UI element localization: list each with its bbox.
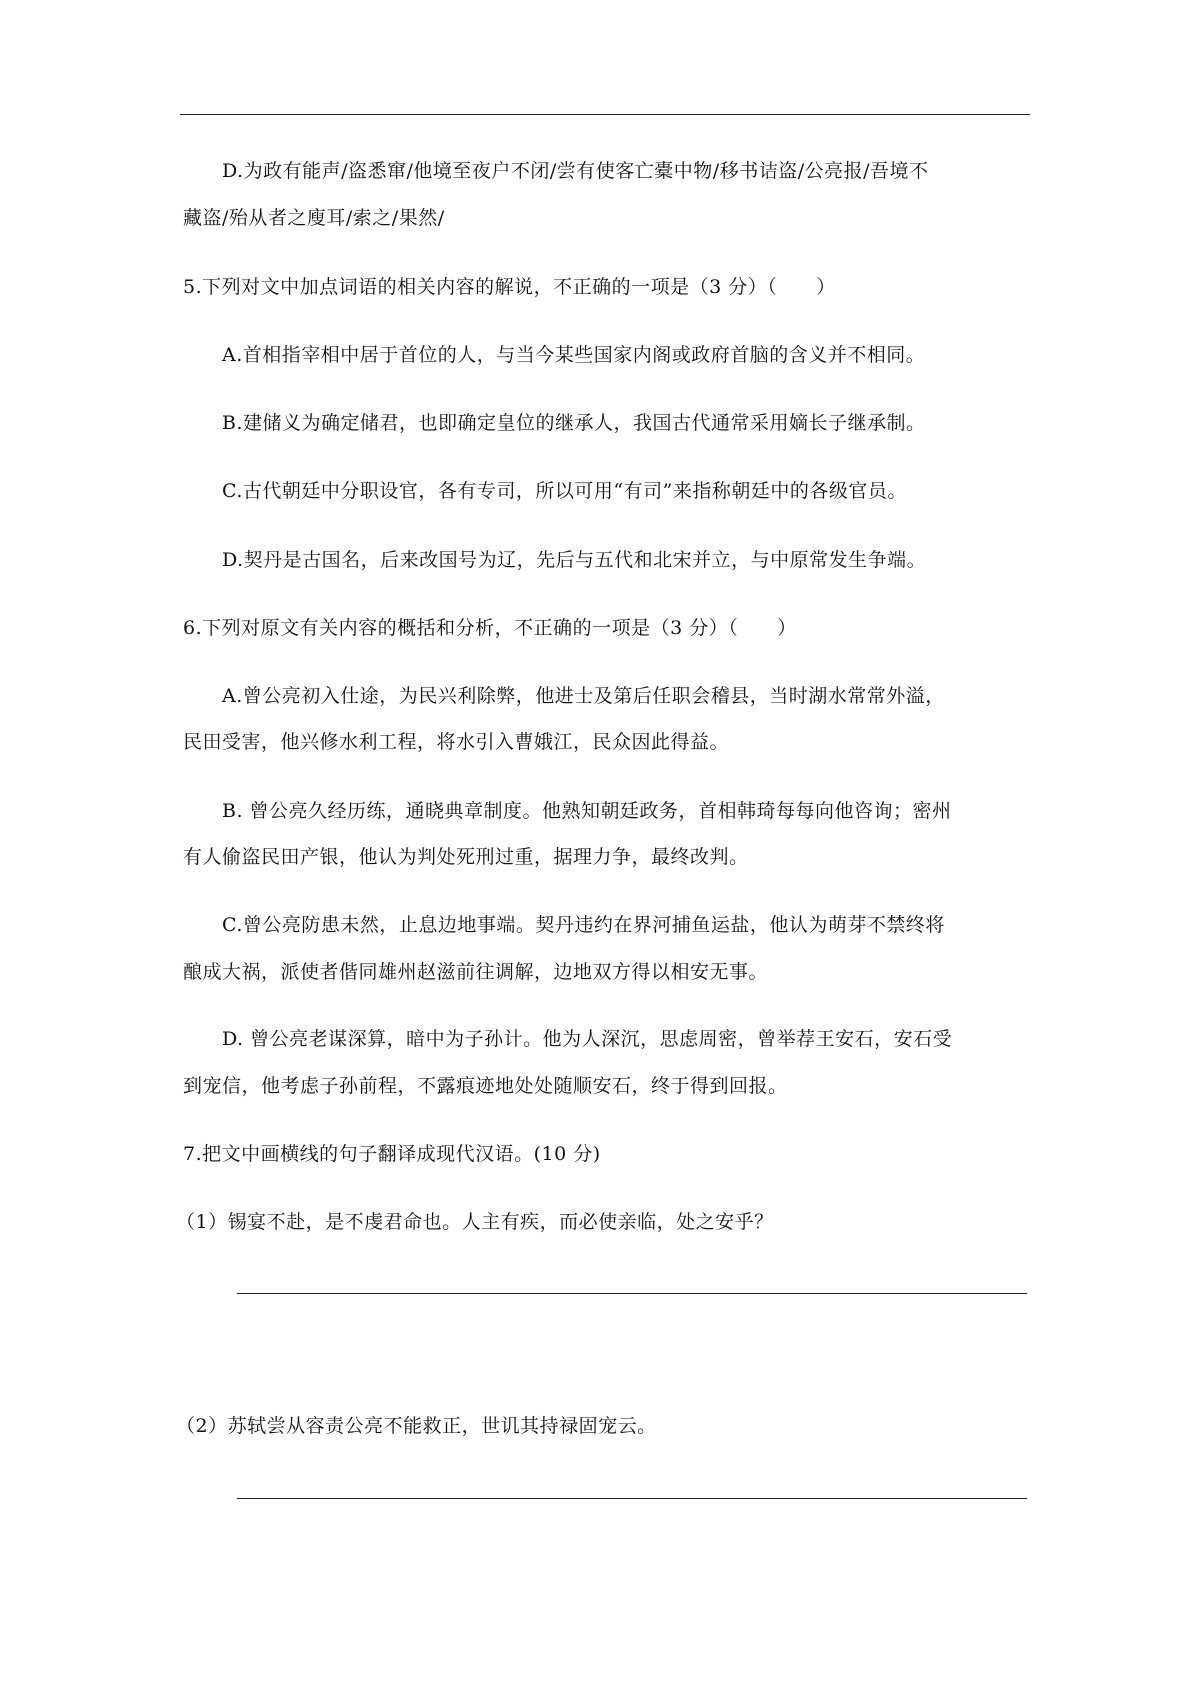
answer-line-1[interactable] bbox=[237, 1293, 1027, 1294]
question-6-option-c-line1: C.曾公亮防患未然，止息边地事端。契丹违约在界河捕鱼运盐，他认为萌芽不禁终将 bbox=[222, 914, 945, 936]
question-6-option-b-line2: 有人偷盗民田产银，他认为判处死刑过重，据理力争，最终改判。 bbox=[183, 846, 749, 868]
answer-line-2[interactable] bbox=[237, 1498, 1027, 1499]
question-6-option-a-line2: 民田受害，他兴修水利工程，将水引入曹娥江，民众因此得益。 bbox=[183, 731, 730, 753]
question-5-option-b: B.建储义为确定储君，也即确定皇位的继承人，我国古代通常采用嫡长子继承制。 bbox=[222, 412, 926, 434]
question-5-option-a: A.首相指宰相中居于首位的人，与当今某些国家内阁或政府首脑的含义并不相同。 bbox=[222, 344, 926, 366]
prev-option-d-line1: D.为政有能声/盗悉窜/他境至夜户不闭/尝有使客亡橐中物/移书诘盗/公亮报/吾境不 bbox=[222, 160, 929, 182]
question-5-stem: 5.下列对文中加点词语的相关内容的解说，不正确的一项是（3 分）（ ） bbox=[183, 276, 836, 298]
prev-option-d-line2: 藏盗/殆从者之廋耳/索之/果然/ bbox=[183, 207, 445, 229]
question-6-option-a-line1: A.曾公亮初入仕途，为民兴利除弊，他进士及第后任职会稽县，当时湖水常常外溢， bbox=[222, 685, 945, 707]
question-6-option-c-line2: 酿成大祸，派使者偕同雄州赵滋前往调解，边地双方得以相安无事。 bbox=[183, 961, 769, 983]
question-5-option-c: C.古代朝廷中分职设官，各有专司，所以可用“有司”来指称朝廷中的各级官员。 bbox=[222, 480, 907, 502]
question-6-option-b-line1: B. 曾公亮久经历练，通晓典章制度。他熟知朝廷政务，首相韩琦每每向他咨询；密州 bbox=[222, 800, 952, 822]
question-6-option-d-line2: 到宠信，他考虑子孙前程，不露痕迹地处处随顺安石，终于得到回报。 bbox=[183, 1075, 788, 1097]
question-6-stem: 6.下列对原文有关内容的概括和分析，不正确的一项是（3 分）（ ） bbox=[183, 617, 797, 639]
question-5-option-d: D.契丹是古国名，后来改国号为辽，先后与五代和北宋并立，与中原常发生争端。 bbox=[222, 549, 927, 571]
question-6-option-d-line1: D. 曾公亮老谋深算，暗中为子孙计。他为人深沉，思虑周密，曾举荐王安石，安石受 bbox=[222, 1028, 953, 1050]
question-7-sub1: （1）锡宴不赴，是不虔君命也。人主有疾，而必使亲临，处之安乎？ bbox=[176, 1211, 774, 1233]
question-7-stem: 7.把文中画横线的句子翻译成现代汉语。(10 分) bbox=[183, 1143, 601, 1165]
header-rule bbox=[180, 114, 1030, 115]
question-7-sub2: （2）苏轼尝从容责公亮不能救正，世讥其持禄固宠云。 bbox=[176, 1415, 657, 1437]
